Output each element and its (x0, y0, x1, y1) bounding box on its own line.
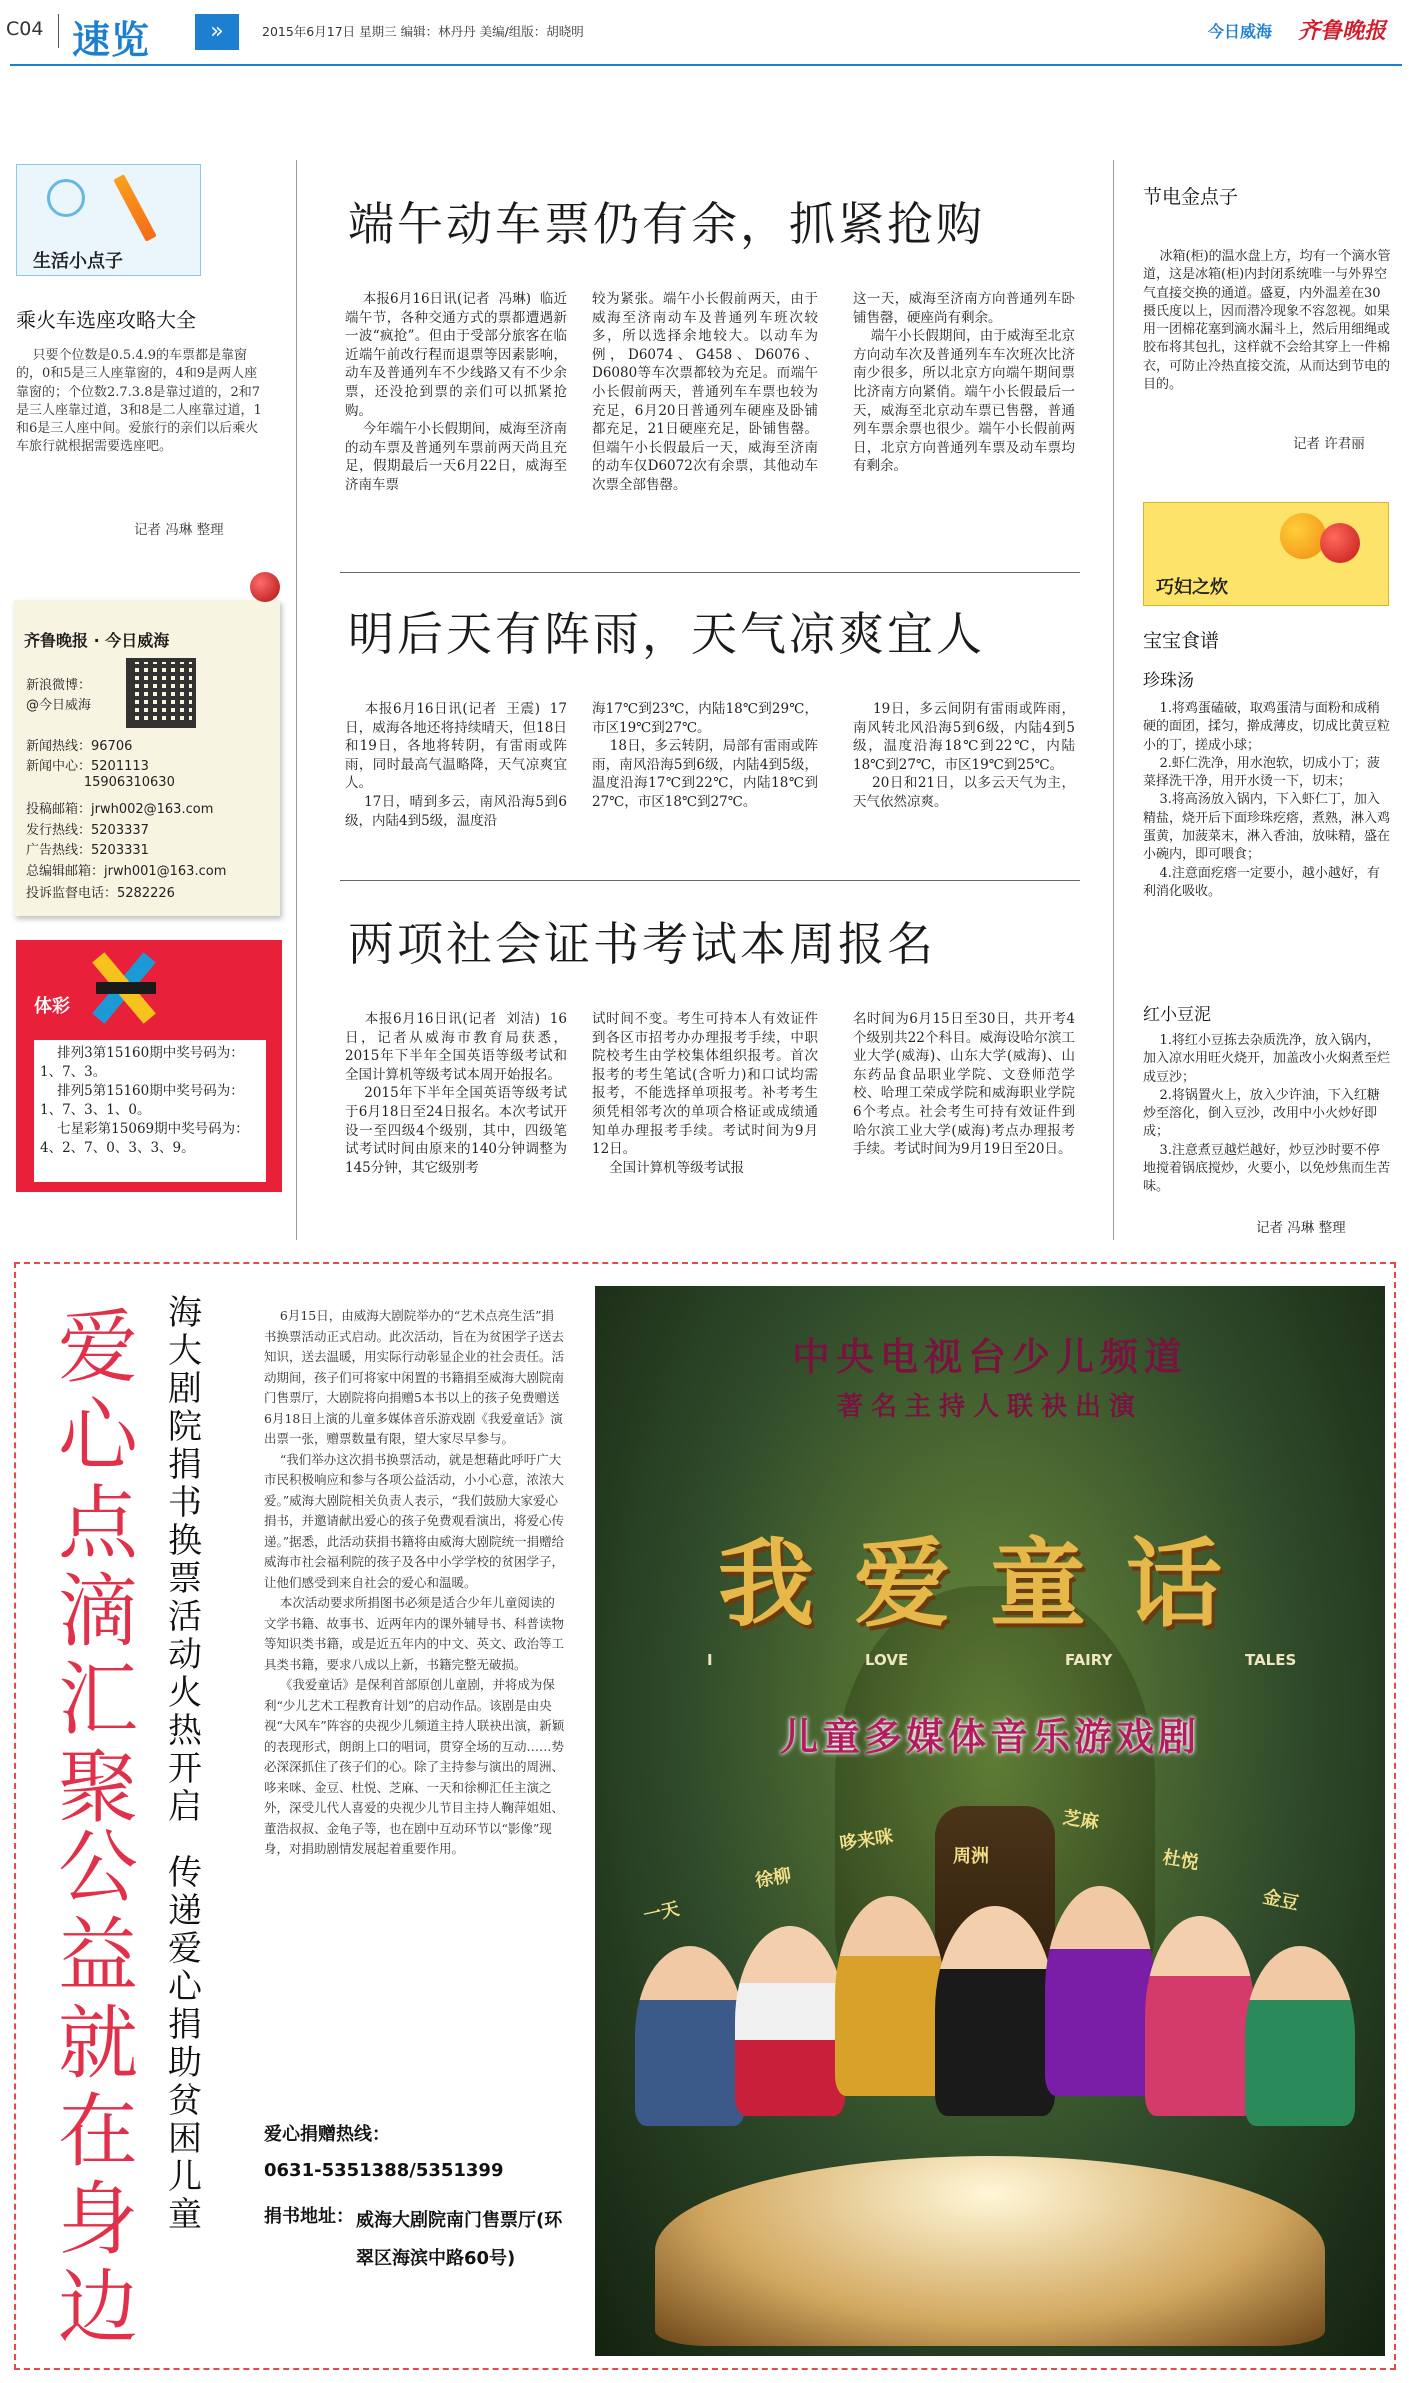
performer-figure (835, 1896, 945, 2096)
poster-eng-0: I (707, 1651, 713, 1669)
article3-col3: 名时间为6月15日至30日，共开考4个级别共22个科目。威海设哈尔滨工业大学(威海)、山东大学(威海)、山东药品食品职业学院、文登师范学校、哈理工荣成学院和威海职业学院6个考点。社会考生可持有效证件到哈尔滨工业大学(威海)考点办理报考手续。考试时间为9月19日至20日。 (853, 1011, 1075, 1158)
header-rule (10, 64, 1402, 66)
article2-rule (340, 880, 1080, 881)
article2-title: 明后天有阵雨，天气凉爽宜人 (348, 607, 985, 661)
charity-big-title-2: 公益就在身边 (58, 1821, 138, 2354)
power-tips-body: 冰箱(柜)的温水盘上方，均有一个滴水管道，这是冰箱(柜)内封闭系统唯一与外界空气直接交换的通道。盛夏，内外温差在30摄氏度以上，因而潜冷现象不容忽视。如果用一团棉花塞到滴水漏斗上，然后用细绳或胶布将其包扎，这样就不会给其穿上一件棉衣，可防止冷热直接交流，从而达到节电的目的。 (1143, 249, 1391, 393)
tips-title: 乘火车选座攻略大全 (16, 308, 196, 332)
power-tips-title: 节电金点子 (1143, 186, 1239, 208)
section-title: 速览 (72, 18, 151, 62)
article3-col1: 本报6月16日讯(记者 刘洁) 16日，记者从威海市教育局获悉，2015年下半年全国英语等级考试和全国计算机等级考试本周开始报名。 2015年下半年全国英语等级考试于6月18日至24日报名。本次考试开设一至四级4个级别，其中，四级笔试考试时间由原来的140分钟调整为145分钟，其它级别考 (345, 1011, 568, 1176)
contact-line-4: 发行热线：5203337 (26, 823, 149, 838)
poster-name-1: 徐柳 (753, 1865, 793, 1892)
dish1-title: 珍珠汤 (1143, 671, 1194, 691)
performer-figure (1045, 1886, 1155, 2096)
weibo-handle: @今日威海 (26, 698, 92, 713)
contact-line-2: 15906310630 (26, 775, 175, 790)
article3-col2: 试时间不变。考生可持本人有效证件到各区市招考办办理报考手续，中职院校考生由学校集体组织报考。首次报考的考生笔试(含听力)和口试均需报考，不能选择单项报考。补考考生须凭相邻考次的单项合格证或成绩通知单办理报考手续。考试时间为9月12日。 全国计算机等级考试报 (592, 1011, 818, 1176)
dish1-body: 1.将鸡蛋磕破，取鸡蛋清与面粉和成稍硬的面团，揉匀，擀成薄皮，切成比黄豆粒小的丁，搓成小球； 2.虾仁洗净，用水泡软，切成小丁；菠菜择洗干净，用开水烫一下，切末； 3.将高汤放入锅内，下入虾仁丁，加入精盐，烧开后下面珍珠疙瘩，煮熟，淋入鸡蛋黄，加菠菜末，淋入香油，放味精，盛在小碗内，即可喂食； 4.注意面疙瘩一定要小，越小越好，有利消化吸收。 (1143, 701, 1391, 899)
address-label: 捐书地址： (264, 2206, 354, 2227)
poster-name-6: 金豆 (1260, 1886, 1301, 1915)
poster-eng-2: FAIRY (1065, 1651, 1113, 1669)
contact-line-6: 总编辑邮箱：jrwh001@163.com (26, 864, 227, 879)
article1-title: 端午动车票仍有余，抓紧抢购 (348, 197, 985, 251)
tips-body: 只要个位数是0.5.4.9的车票都是靠窗的，0和5是三人座靠窗的，4和9是两人座靠窗的；个位数2.7.3.8是靠过道的，2和7是三人座靠过道，3和8是二人座靠过道，1和6是三人座中间。爱旅行的亲们以后乘火车旅行就根据需要选座吧。 (16, 348, 262, 455)
poster-name-4: 芝麻 (1061, 1807, 1101, 1834)
section-arrow-icon: » (195, 14, 239, 50)
brand-left: 今日威海 (1208, 22, 1273, 41)
cook-label: 巧妇之炊 (1156, 577, 1228, 598)
performer-figure (735, 1926, 845, 2116)
lottery-x-logo (76, 948, 176, 1028)
lottery-body: 排列3第15160期中奖号码为：1、7、3。 排列5第15160期中奖号码为：1、7、3、1、0。 七星彩第15069期中奖号码为：4、2、7、0、3、3、9。 (34, 1040, 266, 1182)
left-col-rule (296, 160, 297, 1240)
recipe-byline: 记者 冯琳 整理 (1256, 1220, 1346, 1236)
article2-col2: 海17℃到23℃，内陆18℃到29℃，市区19℃到27℃。 18日，多云转阴，局部有雷雨或阵雨，南风沿海5到6级，内陆4到5级，温度沿海17℃到22℃，内陆18℃到27℃，市区18℃到27℃。 (592, 701, 818, 810)
pin-icon (250, 572, 280, 602)
lottery-box (16, 940, 282, 1192)
article2-col1: 本报6月16日讯(记者 王震) 17日，威海各地还将持续晴天，但18日和19日，各地将转阴，有雷雨或阵雨，同时最高气温略降，天气凉爽宜人。 17日，晴到多云，南风沿海5到6级，内陆4到5级，温度沿 (345, 701, 568, 829)
hotline-label: 爱心捐赠热线： (264, 2124, 390, 2145)
dish2-body: 1.将红小豆拣去杂质洗净，放入锅内，加入凉水用旺火烧开，加盖改小火焖煮至烂成豆沙； 2.将锅置火上，放入少许油，下入红糖炒至溶化，倒入豆沙，改用中小火炒好即成； 3.注意煮豆越烂越好，炒豆沙时要不停地搅着锅底搅炒，火要小，以免炒焦而生苦味。 (1143, 1033, 1391, 1195)
tips-label: 生活小点子 (33, 251, 123, 272)
cook-label-box (1143, 502, 1389, 606)
tips-box (16, 164, 283, 564)
power-tips-byline: 记者 许君丽 (1293, 436, 1365, 452)
poster-genre: 儿童多媒体音乐游戏剧 (779, 1715, 1200, 1759)
doodle-icon (47, 179, 85, 217)
article2-col3: 19日，多云间阴有雷雨或阵雨，南风转北风沿海5到6级，内陆4到5级，温度沿海18℃到22℃，内陆18℃到27℃，市区19℃到25℃。 20日和21日，以多云天气为主，天气依然凉爽。 (853, 701, 1076, 810)
performer-figure (935, 1906, 1055, 2116)
poster-book (655, 2156, 1325, 2346)
poster-top-text: 中央电视台少儿频道 (791, 1335, 1188, 1379)
right-col-rule (1113, 160, 1114, 1240)
contact-line-3: 投稿邮箱：jrwh002@163.com (26, 802, 214, 817)
contact-line-0: 新闻热线：96706 (26, 739, 133, 754)
performer-figure (1245, 1946, 1355, 2126)
contact-line-5: 广告热线：5203331 (26, 843, 149, 858)
article1-col2: 较为紧张。端午小长假前两天，由于威海至济南动车及普通列车班次较多，所以选择余地较大。以动车为例，D6074、G458、D6076、D6080等车次票都较为充足。而端午小长假前两天，普通列车车票也较为充足，6月20日普通列车硬座及卧铺都充足，21日硬座充足，卧铺售罄。但端午小长假最后一天，威海至济南的动车仅D6072次有余票，其他动车次票全部售罄。 (592, 291, 818, 493)
poster-name-3: 周洲 (953, 1846, 989, 1867)
article1-col3: 这一天，威海至济南方向普通列车卧铺售罄，硬座尚有剩余。 端午小长假期间，由于威海至北京方向动车次及普通列车车次班次比济南少很多，所以北京方向端午期间票比济南方向紧俏。端午小长假最后一天，威海至北京动车票已售罄，普通列车票余票也很少。端午小长假前两日，北京方向普通列车票及动车票均有剩余。 (853, 291, 1075, 475)
page-code: C04 (6, 18, 44, 40)
contact-line-1: 新闻中心：5201113 (26, 759, 149, 774)
poster-eng-3: TALES (1245, 1651, 1297, 1669)
page-header (0, 0, 1409, 62)
tips-byline: 记者 冯琳 整理 (134, 522, 224, 538)
weibo-label: 新浪微博： (26, 678, 92, 693)
performer-figure (1145, 1916, 1255, 2116)
address-text: 威海大剧院南门售票厅(环翠区海滨中路60号) (356, 2210, 563, 2269)
header-meta: 2015年6月17日 星期三 编辑：林丹丹 美编/组版：胡晓明 (262, 24, 584, 39)
performer-figure (635, 1946, 745, 2126)
poster-name-5: 杜悦 (1161, 1847, 1201, 1874)
poster-sub-text: 著名主持人联袂出演 (836, 1392, 1143, 1422)
poster-eng-1: LOVE (865, 1651, 909, 1669)
poster-name-0: 一天 (641, 1898, 682, 1927)
tips-label-box (16, 164, 201, 276)
dish2-title: 红小豆泥 (1143, 1005, 1211, 1025)
charity-big-title-1: 爱心点滴汇聚 (58, 1301, 138, 1834)
qr-code (126, 658, 196, 728)
contact-line-7: 投诉监督电话：5282226 (26, 886, 175, 901)
hotline-number: 0631-5351388/5351399 (264, 2160, 504, 2181)
article1-rule (340, 572, 1080, 573)
poster-show-title: 我爱童话 (718, 1528, 1262, 1640)
pencil-icon (113, 174, 156, 241)
charity-ad (14, 1262, 1396, 2370)
contact-title: 齐鲁晚报 · 今日威海 (24, 631, 170, 650)
recipe-title: 宝宝食谱 (1143, 630, 1220, 652)
fruit-icon (1280, 513, 1326, 559)
header-divider-left (58, 14, 59, 48)
charity-subtitle-2: 传递爱心捐助贫困儿童 (168, 1853, 202, 2235)
charity-subtitle-1: 海大剧院捐书换票活动火热开启 (168, 1293, 202, 1827)
fruit-icon-2 (1320, 523, 1360, 563)
brand-logo: 齐鲁晚报 (1298, 18, 1387, 44)
show-poster (595, 1286, 1385, 2356)
article3-title: 两项社会证书考试本周报名 (348, 917, 936, 971)
contact-note (14, 600, 280, 916)
poster-name-2: 哆来咪 (838, 1826, 895, 1855)
lottery-label: 体彩 (34, 996, 70, 1017)
article1-col1: 本报6月16日讯(记者 冯琳) 临近端午节，各种交通方式的票都遭遇新一波“疯抢”。但由于受部分旅客在临近端午前改行程而退票等因素影响，动车及普通列车不少线路又有不少余票，还没抢到票的亲们可以抓紧抢购。 今年端午小长假期间，威海至济南的动车票及普通列车票前两天尚且充足，假期最后一天6月22日，威海至济南车票 (345, 291, 567, 493)
charity-body: 6月15日，由威海大剧院举办的“艺术点亮生活”捐书换票活动正式启动。此次活动，旨在为贫困学子送去知识，送去温暖，用实际行动彰显企业的社会责任。活动期间，孩子们可将家中闲置的书籍捐至威海大剧院南门售票厅，大剧院将向捐赠5本书以上的孩子免费赠送6月18日上演的儿童多媒体音乐游戏剧《我爱童话》演出票一张，赠票数量有限，望大家尽早参与。 “我们举办这次捐书换票活动，就是想藉此呼吁广大市民积极响应和参与各项公益活动，小小心意，浓浓大爱。”威海大剧院相关负责人表示，“我们鼓励大家爱心捐书，并邀请献出爱心的孩子免费观看演出，将爱心传递。”据悉，此活动获捐书籍将由威海大剧院统一捐赠给威海市社会福利院的孩子及各中小学学校的贫困学子，让他们感受到来自社会的爱心和温暖。 本次活动要求所捐图书必须是适合少年儿童阅读的文学书籍、故事书、近两年内的课外辅导书、科普读物等知识类书籍，或是近五年内的中文、英文、政治等工具类书籍，要求八成以上新，书籍完整无破损。 《我爱童话》是保利首部原创儿童剧，并将成为保利“少儿艺术工程教育计划”的启动作品。该剧是由央视“大风车”阵容的央视少儿频道主持人联袂出演，新颖的表现形式，朗朗上口的唱词，贯穿全场的互动……势必深深抓住了孩子们的心。除了主持参与演出的周洲、哆来咪、金豆、杜悦、芝麻、一天和徐柳汇任主演之外，深受儿代人喜爱的央视少儿节目主持人鞠萍姐姐、董浩叔叔、金龟子等，也在剧中互动环节以“影像”现身，对捐助剧情发展起着重要作用。 (264, 1308, 565, 1856)
